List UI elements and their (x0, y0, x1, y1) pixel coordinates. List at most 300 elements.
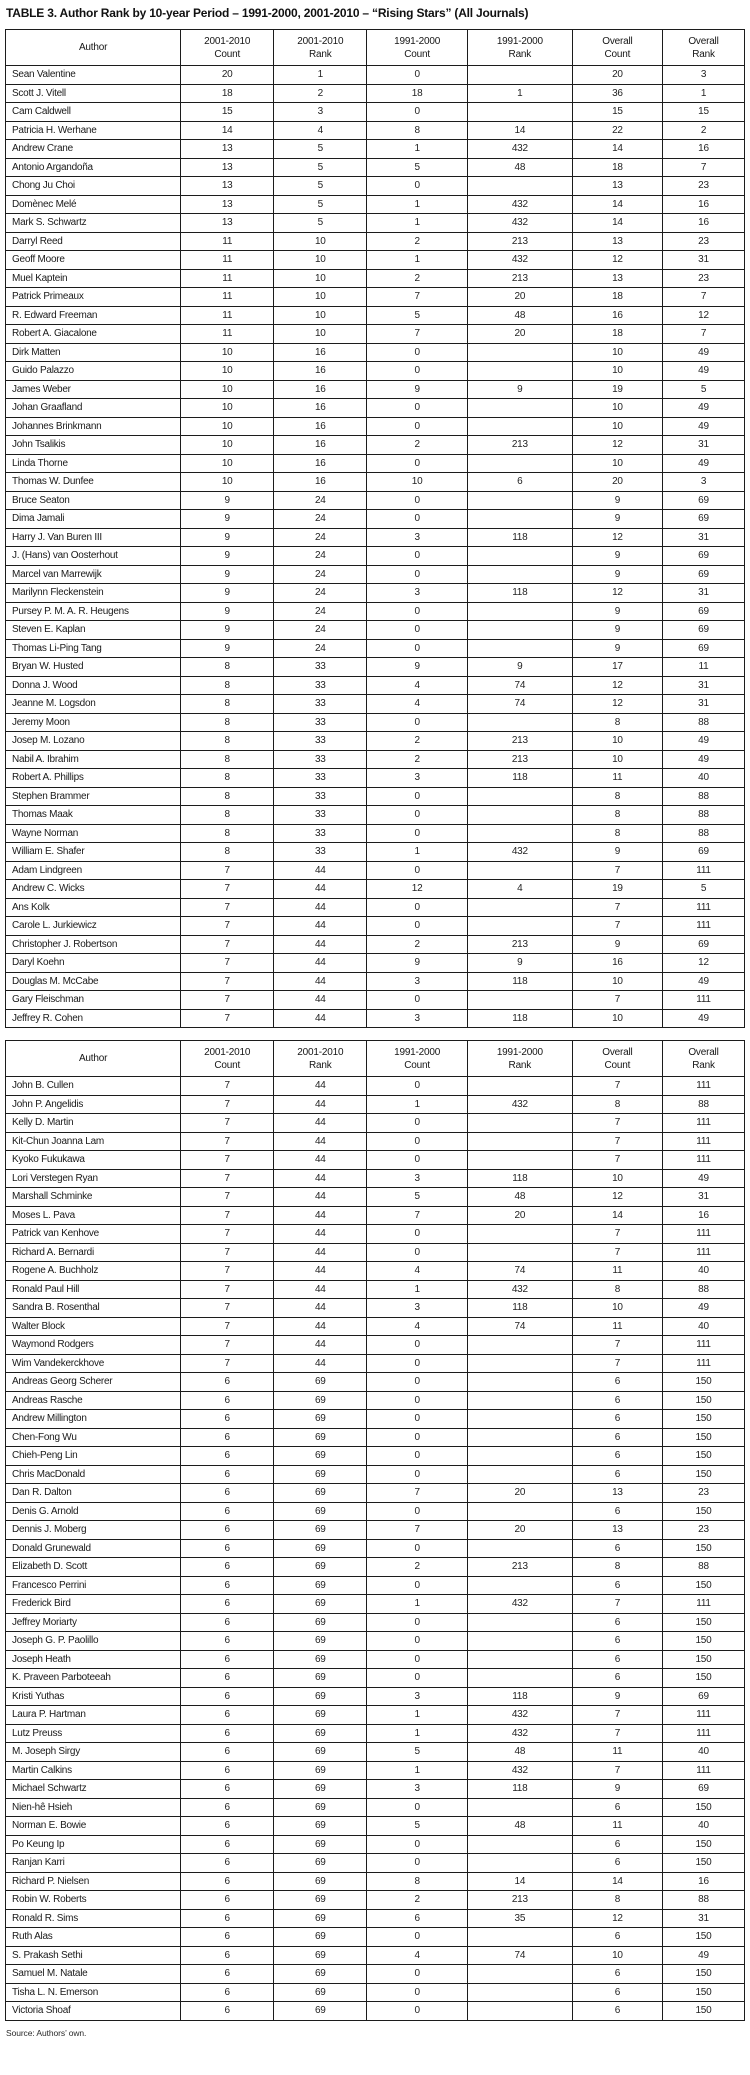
value-cell: 7 (181, 991, 274, 1010)
value-cell: 9 (367, 658, 468, 677)
value-cell: 9 (367, 954, 468, 973)
value-cell: 8 (181, 843, 274, 862)
value-cell: 150 (662, 1632, 744, 1651)
value-cell: 5 (662, 380, 744, 399)
value-cell: 49 (662, 362, 744, 381)
value-cell: 9 (181, 621, 274, 640)
value-cell: 44 (274, 1262, 367, 1281)
value-cell: 69 (274, 1724, 367, 1743)
value-cell: 0 (367, 1632, 468, 1651)
value-cell: 111 (662, 917, 744, 936)
value-cell: 213 (467, 436, 572, 455)
value-cell: 1 (274, 66, 367, 85)
value-cell: 36 (572, 84, 662, 103)
author-cell: Andrew Crane (6, 140, 181, 159)
value-cell: 10 (572, 362, 662, 381)
column-header-overall-rank: Overall Rank (662, 1041, 744, 1077)
value-cell: 44 (274, 1132, 367, 1151)
value-cell: 0 (367, 898, 468, 917)
value-cell: 150 (662, 1854, 744, 1873)
table-body (6, 66, 745, 1028)
table-row (6, 1891, 745, 1910)
value-cell: 6 (181, 1391, 274, 1410)
table-row (6, 861, 745, 880)
value-cell: 24 (274, 584, 367, 603)
value-cell: 49 (662, 1009, 744, 1028)
value-cell: 5 (367, 306, 468, 325)
table-row (6, 1077, 745, 1096)
value-cell: 9 (367, 380, 468, 399)
value-cell: 49 (662, 399, 744, 418)
value-cell: 4 (367, 1262, 468, 1281)
value-cell: 18 (572, 288, 662, 307)
value-cell: 0 (367, 639, 468, 658)
table-row (6, 158, 745, 177)
table-row (6, 1780, 745, 1799)
author-cell: Geoff Moore (6, 251, 181, 270)
value-cell: 0 (367, 1151, 468, 1170)
table-row (6, 1317, 745, 1336)
value-cell: 0 (367, 1465, 468, 1484)
value-cell: 7 (181, 1243, 274, 1262)
value-cell: 6 (181, 1613, 274, 1632)
value-cell: 9 (572, 491, 662, 510)
author-cell: Richard A. Bernardi (6, 1243, 181, 1262)
value-cell: 23 (662, 1521, 744, 1540)
table-row (6, 1817, 745, 1836)
value-cell: 6 (572, 1669, 662, 1688)
value-cell: 69 (274, 1928, 367, 1947)
author-cell: Wim Vandekerckhove (6, 1354, 181, 1373)
value-cell: 118 (467, 769, 572, 788)
table-row (6, 769, 745, 788)
value-cell: 69 (274, 1687, 367, 1706)
value-cell: 69 (274, 1946, 367, 1965)
value-cell: 6 (181, 1410, 274, 1429)
table-row (6, 1114, 745, 1133)
value-cell: 7 (181, 935, 274, 954)
value-cell: 150 (662, 1576, 744, 1595)
author-cell: Darryl Reed (6, 232, 181, 251)
table-row (6, 232, 745, 251)
author-cell: Mark S. Schwartz (6, 214, 181, 233)
value-cell (467, 824, 572, 843)
value-cell: 150 (662, 1373, 744, 1392)
value-cell: 6 (181, 1891, 274, 1910)
value-cell: 6 (572, 1410, 662, 1429)
value-cell: 10 (572, 1299, 662, 1318)
value-cell: 4 (467, 880, 572, 899)
value-cell: 150 (662, 1502, 744, 1521)
value-cell: 10 (274, 288, 367, 307)
value-cell: 33 (274, 769, 367, 788)
value-cell: 16 (274, 380, 367, 399)
value-cell: 69 (274, 1484, 367, 1503)
author-cell: Bruce Seaton (6, 491, 181, 510)
value-cell: 5 (367, 1817, 468, 1836)
value-cell: 7 (572, 1132, 662, 1151)
value-cell: 20 (572, 66, 662, 85)
value-cell: 24 (274, 547, 367, 566)
author-cell: Bryan W. Husted (6, 658, 181, 677)
value-cell: 3 (662, 66, 744, 85)
table-header (6, 1041, 745, 1077)
table-row (6, 1151, 745, 1170)
value-cell: 8 (572, 806, 662, 825)
value-cell (467, 1151, 572, 1170)
value-cell: 7 (572, 1706, 662, 1725)
value-cell: 1 (467, 84, 572, 103)
table-row (6, 1169, 745, 1188)
value-cell: 11 (572, 769, 662, 788)
value-cell: 10 (274, 306, 367, 325)
value-cell: 4 (367, 676, 468, 695)
table-row (6, 1262, 745, 1281)
author-cell: Thomas W. Dunfee (6, 473, 181, 492)
value-cell (467, 806, 572, 825)
author-cell: John P. Angelidis (6, 1095, 181, 1114)
value-cell: 111 (662, 1761, 744, 1780)
value-cell: 6 (572, 1928, 662, 1947)
value-cell: 9 (181, 510, 274, 529)
author-cell: Kristi Yuthas (6, 1687, 181, 1706)
value-cell: 48 (467, 1188, 572, 1207)
value-cell: 33 (274, 843, 367, 862)
value-cell: 31 (662, 1188, 744, 1207)
table-row (6, 1558, 745, 1577)
value-cell: 3 (367, 1169, 468, 1188)
value-cell: 432 (467, 214, 572, 233)
value-cell: 10 (572, 1169, 662, 1188)
value-cell (467, 898, 572, 917)
value-cell: 0 (367, 1502, 468, 1521)
value-cell: 432 (467, 1706, 572, 1725)
table-row (6, 676, 745, 695)
value-cell: 69 (274, 1780, 367, 1799)
table-row (6, 621, 745, 640)
value-cell: 6 (181, 1447, 274, 1466)
value-cell: 24 (274, 491, 367, 510)
value-cell: 16 (274, 473, 367, 492)
table-row (6, 1909, 745, 1928)
value-cell: 118 (467, 584, 572, 603)
value-cell: 13 (181, 158, 274, 177)
table-row (6, 510, 745, 529)
value-cell: 6 (181, 1373, 274, 1392)
author-cell: Richard P. Nielsen (6, 1872, 181, 1891)
value-cell: 7 (662, 325, 744, 344)
value-cell (467, 787, 572, 806)
value-cell: 10 (572, 1946, 662, 1965)
table-row (6, 1447, 745, 1466)
value-cell: 12 (572, 695, 662, 714)
value-cell: 14 (467, 1872, 572, 1891)
value-cell: 8 (572, 1095, 662, 1114)
author-cell: Chieh-Peng Lin (6, 1447, 181, 1466)
author-cell: Jeanne M. Logsdon (6, 695, 181, 714)
value-cell: 69 (274, 1669, 367, 1688)
table-row (6, 1225, 745, 1244)
value-cell: 1 (367, 1280, 468, 1299)
value-cell: 4 (274, 121, 367, 140)
value-cell: 9 (572, 639, 662, 658)
table-row (6, 1835, 745, 1854)
author-cell: Andrew C. Wicks (6, 880, 181, 899)
author-cell: Ruth Alas (6, 1928, 181, 1947)
value-cell (467, 510, 572, 529)
value-cell: 1 (367, 214, 468, 233)
value-cell: 8 (572, 1558, 662, 1577)
value-cell: 150 (662, 1835, 744, 1854)
author-cell: Andreas Rasche (6, 1391, 181, 1410)
value-cell: 1 (367, 140, 468, 159)
column-header-overall-count: Overall Count (572, 1041, 662, 1077)
author-cell: J. (Hans) van Oosterhout (6, 547, 181, 566)
author-cell: Waymond Rodgers (6, 1336, 181, 1355)
value-cell: 1 (367, 195, 468, 214)
value-cell: 0 (367, 1835, 468, 1854)
table-row (6, 491, 745, 510)
value-cell (467, 1650, 572, 1669)
value-cell: 1 (367, 1706, 468, 1725)
value-cell: 11 (181, 269, 274, 288)
table-row (6, 177, 745, 196)
value-cell: 432 (467, 1280, 572, 1299)
value-cell: 2 (367, 436, 468, 455)
value-cell: 7 (662, 158, 744, 177)
table-row (6, 399, 745, 418)
author-cell: Samuel M. Natale (6, 1965, 181, 1984)
value-cell (467, 602, 572, 621)
value-cell: 13 (181, 214, 274, 233)
value-cell: 0 (367, 1576, 468, 1595)
value-cell: 6 (181, 1854, 274, 1873)
author-cell: M. Joseph Sirgy (6, 1743, 181, 1762)
value-cell: 33 (274, 806, 367, 825)
value-cell: 8 (181, 695, 274, 714)
value-cell: 16 (572, 954, 662, 973)
value-cell: 12 (662, 954, 744, 973)
value-cell: 6 (572, 1465, 662, 1484)
value-cell: 7 (367, 288, 468, 307)
value-cell (467, 1077, 572, 1096)
value-cell: 69 (274, 1391, 367, 1410)
value-cell: 150 (662, 1928, 744, 1947)
value-cell: 9 (181, 584, 274, 603)
value-cell: 15 (662, 103, 744, 122)
table-row (6, 843, 745, 862)
author-cell: Christopher J. Robertson (6, 935, 181, 954)
value-cell: 9 (572, 621, 662, 640)
value-cell: 19 (572, 880, 662, 899)
value-cell: 6 (572, 1391, 662, 1410)
author-cell: Thomas Maak (6, 806, 181, 825)
author-cell: Johan Graafland (6, 399, 181, 418)
author-cell: Donald Grunewald (6, 1539, 181, 1558)
value-cell: 118 (467, 528, 572, 547)
value-cell: 35 (467, 1909, 572, 1928)
value-cell: 69 (662, 510, 744, 529)
value-cell: 2 (662, 121, 744, 140)
value-cell: 7 (572, 1595, 662, 1614)
value-cell: 5 (274, 195, 367, 214)
value-cell: 1 (367, 843, 468, 862)
value-cell: 0 (367, 1410, 468, 1429)
value-cell: 5 (274, 158, 367, 177)
value-cell: 40 (662, 1262, 744, 1281)
value-cell: 12 (572, 1188, 662, 1207)
value-cell: 88 (662, 824, 744, 843)
author-cell: Guido Palazzo (6, 362, 181, 381)
table-row (6, 1798, 745, 1817)
value-cell (467, 1132, 572, 1151)
value-cell: 24 (274, 510, 367, 529)
value-cell (467, 362, 572, 381)
value-cell: 49 (662, 1169, 744, 1188)
value-cell: 6 (181, 1502, 274, 1521)
value-cell: 12 (572, 676, 662, 695)
author-cell: Dima Jamali (6, 510, 181, 529)
table-row (6, 787, 745, 806)
value-cell: 12 (572, 251, 662, 270)
value-cell: 10 (274, 325, 367, 344)
value-cell: 24 (274, 602, 367, 621)
value-cell: 0 (367, 1539, 468, 1558)
value-cell: 1 (367, 1724, 468, 1743)
value-cell: 213 (467, 732, 572, 751)
value-cell: 10 (572, 1009, 662, 1028)
column-header-count-2001-2010: 2001-2010 Count (181, 1041, 274, 1077)
value-cell: 6 (572, 1539, 662, 1558)
author-cell: Patrick Primeaux (6, 288, 181, 307)
author-cell: Domènec Melé (6, 195, 181, 214)
value-cell: 16 (274, 454, 367, 473)
value-cell (467, 713, 572, 732)
value-cell: 9 (572, 843, 662, 862)
value-cell: 118 (467, 972, 572, 991)
table-row (6, 1743, 745, 1762)
value-cell: 0 (367, 1613, 468, 1632)
value-cell: 213 (467, 935, 572, 954)
table-header (6, 30, 745, 66)
author-cell: Steven E. Kaplan (6, 621, 181, 640)
value-cell: 6 (181, 1558, 274, 1577)
value-cell: 0 (367, 565, 468, 584)
value-cell: 69 (662, 602, 744, 621)
value-cell: 13 (181, 140, 274, 159)
value-cell: 111 (662, 1336, 744, 1355)
table-row (6, 473, 745, 492)
column-header-author: Author (6, 30, 181, 66)
author-cell: Dirk Matten (6, 343, 181, 362)
value-cell: 6 (572, 1502, 662, 1521)
value-cell: 23 (662, 232, 744, 251)
value-cell: 0 (367, 2002, 468, 2021)
value-cell (467, 565, 572, 584)
author-cell: Marshall Schminke (6, 1188, 181, 1207)
value-cell (467, 1798, 572, 1817)
value-cell: 7 (181, 1077, 274, 1096)
value-cell: 9 (572, 510, 662, 529)
value-cell: 0 (367, 399, 468, 418)
value-cell: 11 (572, 1317, 662, 1336)
header-row (6, 1041, 745, 1077)
author-cell: Lutz Preuss (6, 1724, 181, 1743)
value-cell: 7 (181, 917, 274, 936)
table-row (6, 140, 745, 159)
value-cell: 6 (181, 1465, 274, 1484)
value-cell: 69 (662, 843, 744, 862)
value-cell: 0 (367, 362, 468, 381)
value-cell: 111 (662, 861, 744, 880)
value-cell: 7 (181, 1095, 274, 1114)
author-cell: Martin Calkins (6, 1761, 181, 1780)
value-cell: 13 (181, 177, 274, 196)
value-cell (467, 103, 572, 122)
author-cell: Josep M. Lozano (6, 732, 181, 751)
value-cell: 7 (662, 288, 744, 307)
value-cell: 10 (181, 454, 274, 473)
table-row (6, 713, 745, 732)
value-cell: 15 (181, 103, 274, 122)
value-cell: 118 (467, 1169, 572, 1188)
value-cell: 44 (274, 1077, 367, 1096)
value-cell: 10 (181, 399, 274, 418)
value-cell: 88 (662, 1558, 744, 1577)
table-row (6, 1983, 745, 2002)
value-cell (467, 417, 572, 436)
value-cell: 150 (662, 2002, 744, 2021)
value-cell: 44 (274, 1151, 367, 1170)
author-cell: Robert A. Phillips (6, 769, 181, 788)
value-cell: 4 (367, 1946, 468, 1965)
value-cell: 6 (572, 1965, 662, 1984)
value-cell: 16 (662, 1872, 744, 1891)
value-cell: 88 (662, 1095, 744, 1114)
value-cell: 9 (181, 602, 274, 621)
author-cell: Carole L. Jurkiewicz (6, 917, 181, 936)
value-cell: 7 (181, 1299, 274, 1318)
value-cell: 0 (367, 1243, 468, 1262)
value-cell: 0 (367, 1983, 468, 2002)
value-cell: 16 (274, 343, 367, 362)
value-cell: 44 (274, 1354, 367, 1373)
value-cell: 0 (367, 1391, 468, 1410)
author-cell: Jeffrey Moriarty (6, 1613, 181, 1632)
value-cell: 7 (181, 898, 274, 917)
table-row (6, 1354, 745, 1373)
value-cell: 12 (572, 436, 662, 455)
table-row (6, 1188, 745, 1207)
value-cell (467, 177, 572, 196)
value-cell (467, 66, 572, 85)
value-cell: 111 (662, 1724, 744, 1743)
table-row (6, 1391, 745, 1410)
table-row (6, 214, 745, 233)
value-cell: 11 (572, 1817, 662, 1836)
value-cell: 9 (572, 602, 662, 621)
value-cell: 150 (662, 1983, 744, 2002)
value-cell: 44 (274, 861, 367, 880)
value-cell: 0 (367, 1132, 468, 1151)
value-cell (467, 639, 572, 658)
value-cell: 7 (572, 1724, 662, 1743)
table-row (6, 917, 745, 936)
value-cell: 0 (367, 787, 468, 806)
value-cell: 7 (181, 1354, 274, 1373)
value-cell: 8 (181, 750, 274, 769)
table-row (6, 1576, 745, 1595)
